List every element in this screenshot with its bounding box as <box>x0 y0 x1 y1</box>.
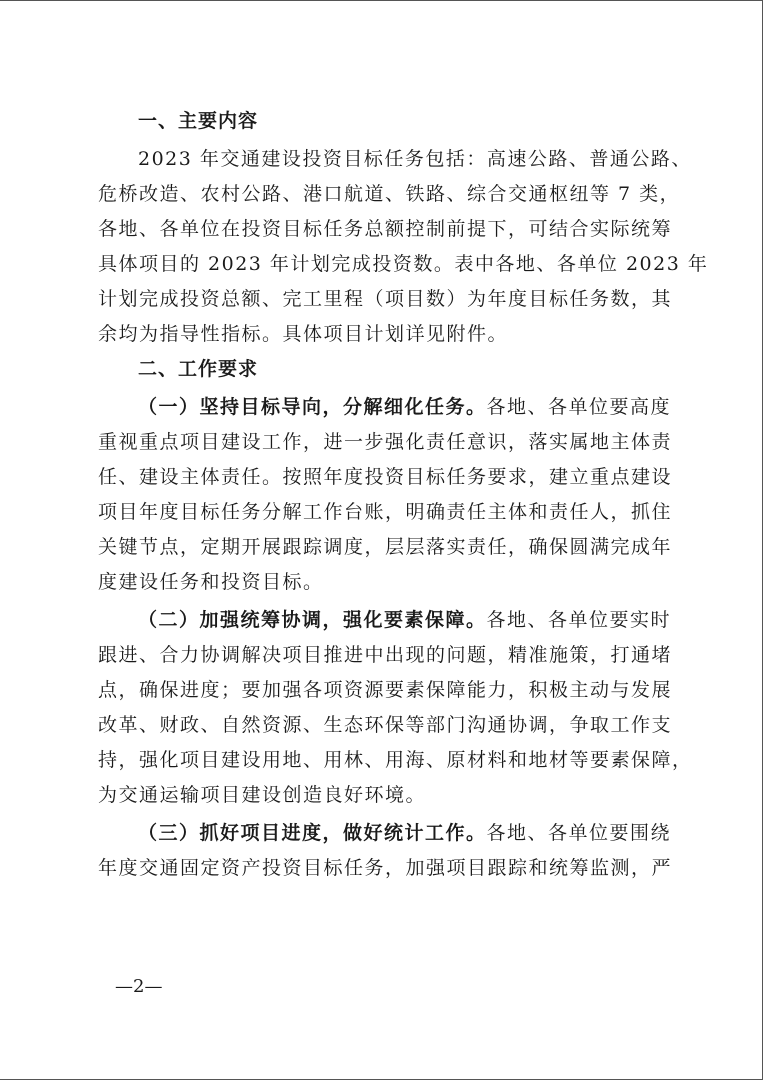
item-lead: （三）抓好项目进度，做好统计工作。 <box>138 822 487 844</box>
paragraph-line: 关键节点，定期开展跟踪调度，层层落实责任，确保圆满完成年 <box>98 536 673 558</box>
document-body <box>98 104 709 886</box>
item-lead: （二）加强统筹协调，强化要素保障。 <box>138 609 487 631</box>
page-number: —2— <box>115 976 163 997</box>
paragraph-line: 具体项目的 2023 年计划完成投资数。表中各地、各单位 2023 年 <box>98 253 709 275</box>
paragraph-line: 重视重点项目建设工作，进一步强化责任意识，落实属地主体责 <box>98 431 673 453</box>
paragraph-line: 任、建设主体责任。按照年度投资目标任务要求，建立重点建设 <box>98 466 673 488</box>
paragraph-line: 持，强化项目建设用地、用林、用海、原材料和地材等要素保障， <box>98 749 693 771</box>
item-text: 各地、各单位要实时 <box>486 609 672 631</box>
paragraph-line: 为交通运输项目建设创造良好环境。 <box>98 784 427 806</box>
paragraph-line <box>98 603 672 638</box>
paragraph-line: 各地、各单位在投资目标任务总额控制前提下，可结合实际统筹 <box>98 218 673 240</box>
paragraph-line: 度建设任务和投资目标。 <box>98 571 324 593</box>
paragraph-line: 项目年度目标任务分解工作台账，明确责任主体和责任人，抓住 <box>98 501 673 523</box>
paragraph-line: 余均为指导性指标。具体项目计划详见附件。 <box>98 323 509 345</box>
paragraph-line: 改革、财政、自然资源、生态环保等部门沟通协调，争取工作支 <box>98 714 673 736</box>
page-border-top <box>0 0 763 1</box>
item-text: 各地、各单位要围绕 <box>486 822 672 844</box>
item-text: 各地、各单位要高度 <box>486 396 672 418</box>
paragraph-line: 年度交通固定资产投资目标任务，加强项目跟踪和统筹监测，严 <box>98 857 673 879</box>
paragraph-line: 2023 年交通建设投资目标任务包括：高速公路、普通公路、 <box>138 148 692 170</box>
section-heading: 二、工作要求 <box>138 358 259 380</box>
paragraph-line: 点，确保进度；要加强各项资源要素保障能力，积极主动与发展 <box>98 679 673 701</box>
section-heading: 一、主要内容 <box>138 110 259 132</box>
item-lead: （一）坚持目标导向，分解细化任务。 <box>138 396 487 418</box>
paragraph-line <box>98 816 672 851</box>
paragraph-line: 跟进、合力协调解决项目推进中出现的问题，精准施策，打通堵 <box>98 644 673 666</box>
paragraph-line: 计划完成投资总额、完工里程（项目数）为年度目标任务数，其 <box>98 288 673 310</box>
paragraph-line <box>98 390 672 425</box>
paragraph-line: 危桥改造、农村公路、港口航道、铁路、综合交通枢纽等 7 类， <box>98 183 681 205</box>
